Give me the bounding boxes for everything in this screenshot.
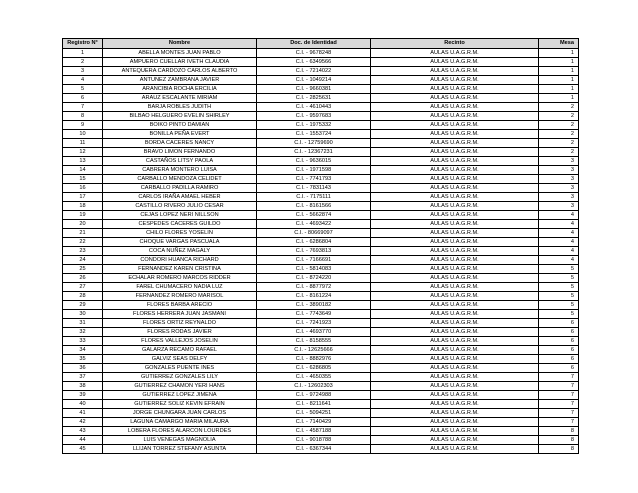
cell-doc: C.I. - 8161566 — [257, 202, 371, 211]
table-row — [63, 130, 579, 139]
cell-mesa: 6 — [539, 355, 579, 364]
cell-registro: 17 — [63, 193, 103, 202]
cell-nombre: GUTIERREZ CHAMON YERI HANS — [103, 382, 257, 391]
cell-registro: 14 — [63, 166, 103, 175]
cell-mesa: 4 — [539, 220, 579, 229]
cell-mesa: 1 — [539, 76, 579, 85]
cell-doc: C.I. - 7241923 — [257, 319, 371, 328]
cell-mesa: 5 — [539, 301, 579, 310]
cell-doc: C.I. - 6367344 — [257, 445, 371, 454]
cell-nombre: GALARZA RECAMO RAFAEL — [103, 346, 257, 355]
cell-nombre: ANTUNEZ ZAMBRANA JAVIER — [103, 76, 257, 85]
table-row — [63, 247, 579, 256]
cell-recinto: AULAS U.A.G.R.M. — [371, 157, 539, 166]
cell-registro: 15 — [63, 175, 103, 184]
cell-nombre: FLORES BARBA ARECIO — [103, 301, 257, 310]
cell-recinto: AULAS U.A.G.R.M. — [371, 427, 539, 436]
cell-registro: 31 — [63, 319, 103, 328]
table-row — [63, 229, 579, 238]
cell-registro: 26 — [63, 274, 103, 283]
cell-recinto: AULAS U.A.G.R.M. — [371, 436, 539, 445]
cell-recinto: AULAS U.A.G.R.M. — [371, 409, 539, 418]
cell-mesa: 5 — [539, 274, 579, 283]
cell-doc: C.I. - 8882976 — [257, 355, 371, 364]
cell-mesa: 2 — [539, 148, 579, 157]
cell-doc: C.I. - 4693770 — [257, 328, 371, 337]
table-row — [63, 184, 579, 193]
cell-recinto: AULAS U.A.G.R.M. — [371, 58, 539, 67]
cell-recinto: AULAS U.A.G.R.M. — [371, 112, 539, 121]
table-row — [63, 211, 579, 220]
cell-mesa: 8 — [539, 436, 579, 445]
cell-recinto: AULAS U.A.G.R.M. — [371, 256, 539, 265]
table-row — [63, 49, 579, 58]
table-row — [63, 112, 579, 121]
table-row — [63, 166, 579, 175]
cell-doc: C.I. - 6349566 — [257, 58, 371, 67]
cell-doc: C.I. - 9724988 — [257, 391, 371, 400]
cell-recinto: AULAS U.A.G.R.M. — [371, 103, 539, 112]
cell-nombre: FLORES VALLEJOS JOSELIN — [103, 337, 257, 346]
cell-mesa: 5 — [539, 292, 579, 301]
cell-registro: 1 — [63, 49, 103, 58]
cell-registro: 25 — [63, 265, 103, 274]
cell-mesa: 3 — [539, 166, 579, 175]
cell-mesa: 7 — [539, 400, 579, 409]
cell-doc: C.I. - 7741793 — [257, 175, 371, 184]
cell-registro: 24 — [63, 256, 103, 265]
cell-registro: 39 — [63, 391, 103, 400]
cell-nombre: COCA NUÑEZ MAGALY — [103, 247, 257, 256]
cell-doc: C.I. - 80669097 — [257, 229, 371, 238]
cell-mesa: 6 — [539, 319, 579, 328]
cell-registro: 19 — [63, 211, 103, 220]
cell-mesa: 2 — [539, 103, 579, 112]
cell-mesa: 6 — [539, 328, 579, 337]
cell-mesa: 8 — [539, 427, 579, 436]
table-row — [63, 58, 579, 67]
table-row — [63, 391, 579, 400]
cell-registro: 37 — [63, 373, 103, 382]
cell-doc: C.I. - 5094251 — [257, 409, 371, 418]
cell-recinto: AULAS U.A.G.R.M. — [371, 121, 539, 130]
cell-doc: C.I. - 1553724 — [257, 130, 371, 139]
cell-doc: C.I. - 2825631 — [257, 94, 371, 103]
cell-mesa: 4 — [539, 238, 579, 247]
cell-registro: 3 — [63, 67, 103, 76]
cell-doc: C.I. - 8161224 — [257, 292, 371, 301]
cell-recinto: AULAS U.A.G.R.M. — [371, 337, 539, 346]
cell-doc: C.I. - 1049214 — [257, 76, 371, 85]
cell-recinto: AULAS U.A.G.R.M. — [371, 319, 539, 328]
table-row — [63, 364, 579, 373]
cell-registro: 41 — [63, 409, 103, 418]
cell-mesa: 4 — [539, 256, 579, 265]
cell-nombre: AMPUERO CUELLAR IVETH CLAUDIA — [103, 58, 257, 67]
cell-mesa: 7 — [539, 391, 579, 400]
cell-recinto: AULAS U.A.G.R.M. — [371, 292, 539, 301]
table-body — [63, 49, 579, 454]
cell-mesa: 1 — [539, 67, 579, 76]
cell-recinto: AULAS U.A.G.R.M. — [371, 247, 539, 256]
table-row — [63, 301, 579, 310]
cell-doc: C.I. - 9636015 — [257, 157, 371, 166]
cell-nombre: BRAVO LIMON FERNANDO — [103, 148, 257, 157]
document-page — [62, 38, 578, 454]
cell-doc: C.I. - 7214022 — [257, 67, 371, 76]
cell-registro: 20 — [63, 220, 103, 229]
cell-recinto: AULAS U.A.G.R.M. — [371, 400, 539, 409]
cell-nombre: LLIJAN TORREZ STEFANY ASUNTA — [103, 445, 257, 454]
cell-registro: 22 — [63, 238, 103, 247]
cell-doc: C.I. - 9660381 — [257, 85, 371, 94]
cell-recinto: AULAS U.A.G.R.M. — [371, 229, 539, 238]
cell-recinto: AULAS U.A.G.R.M. — [371, 139, 539, 148]
cell-recinto: AULAS U.A.G.R.M. — [371, 283, 539, 292]
table-row — [63, 67, 579, 76]
cell-registro: 10 — [63, 130, 103, 139]
cell-recinto: AULAS U.A.G.R.M. — [371, 391, 539, 400]
cell-recinto: AULAS U.A.G.R.M. — [371, 166, 539, 175]
table-row — [63, 445, 579, 454]
cell-recinto: AULAS U.A.G.R.M. — [371, 211, 539, 220]
cell-doc: C.I. - 9018788 — [257, 436, 371, 445]
cell-registro: 34 — [63, 346, 103, 355]
cell-nombre: GUTIERREZ SOLIZ KEVIN EFRAIN — [103, 400, 257, 409]
cell-doc: C.I. - 7140429 — [257, 418, 371, 427]
cell-nombre: FERNANDEZ ROMERO MARISOL — [103, 292, 257, 301]
table-row — [63, 427, 579, 436]
cell-registro: 42 — [63, 418, 103, 427]
cell-nombre: GALVIZ SEAS DELFY — [103, 355, 257, 364]
table-row — [63, 373, 579, 382]
cell-nombre: ECHALAR ROMERO MARCOS RIDDER — [103, 274, 257, 283]
cell-recinto: AULAS U.A.G.R.M. — [371, 238, 539, 247]
cell-nombre: FAREL CHUMACERO NADIA LUZ — [103, 283, 257, 292]
cell-mesa: 4 — [539, 229, 579, 238]
cell-recinto: AULAS U.A.G.R.M. — [371, 202, 539, 211]
table-row — [63, 238, 579, 247]
cell-registro: 18 — [63, 202, 103, 211]
cell-mesa: 3 — [539, 193, 579, 202]
cell-registro: 8 — [63, 112, 103, 121]
header-registro: Registro N° — [63, 39, 103, 49]
cell-recinto: AULAS U.A.G.R.M. — [371, 148, 539, 157]
cell-doc: C.I. - 4693422 — [257, 220, 371, 229]
cell-registro: 29 — [63, 301, 103, 310]
cell-recinto: AULAS U.A.G.R.M. — [371, 301, 539, 310]
cell-doc: C.I. - 4650355 — [257, 373, 371, 382]
cell-doc: C.I. - 5814083 — [257, 265, 371, 274]
cell-registro: 28 — [63, 292, 103, 301]
header-recinto: Recinto — [371, 39, 539, 49]
cell-doc: C.I. - 12602303 — [257, 382, 371, 391]
cell-nombre: LUIS VENEGAS MAGNOLIA — [103, 436, 257, 445]
cell-doc: C.I. - 4587188 — [257, 427, 371, 436]
table-row — [63, 400, 579, 409]
table-row — [63, 382, 579, 391]
cell-registro: 30 — [63, 310, 103, 319]
table-row — [63, 418, 579, 427]
table-row — [63, 139, 579, 148]
cell-doc: C.I. - 12625666 — [257, 346, 371, 355]
table-row — [63, 265, 579, 274]
cell-mesa: 3 — [539, 202, 579, 211]
cell-mesa: 1 — [539, 58, 579, 67]
cell-recinto: AULAS U.A.G.R.M. — [371, 193, 539, 202]
table-row — [63, 256, 579, 265]
table-row — [63, 94, 579, 103]
cell-nombre: CASTAÑOS LITSY PAOLA — [103, 157, 257, 166]
cell-recinto: AULAS U.A.G.R.M. — [371, 49, 539, 58]
cell-recinto: AULAS U.A.G.R.M. — [371, 418, 539, 427]
cell-mesa: 6 — [539, 337, 579, 346]
cell-registro: 35 — [63, 355, 103, 364]
cell-registro: 43 — [63, 427, 103, 436]
cell-recinto: AULAS U.A.G.R.M. — [371, 373, 539, 382]
cell-mesa: 4 — [539, 247, 579, 256]
table-row — [63, 337, 579, 346]
cell-mesa: 1 — [539, 85, 579, 94]
cell-nombre: CHOQUE VARGAS PASCUALA — [103, 238, 257, 247]
cell-mesa: 8 — [539, 445, 579, 454]
voter-list-table — [62, 38, 579, 454]
cell-doc: C.I. - 6286805 — [257, 364, 371, 373]
cell-mesa: 5 — [539, 265, 579, 274]
table-header-row — [63, 39, 579, 49]
cell-nombre: ARANCIBIA ROCHA ERCILIA — [103, 85, 257, 94]
cell-mesa: 4 — [539, 211, 579, 220]
table-row — [63, 193, 579, 202]
cell-recinto: AULAS U.A.G.R.M. — [371, 382, 539, 391]
cell-registro: 9 — [63, 121, 103, 130]
header-mesa: Mesa — [539, 39, 579, 49]
cell-recinto: AULAS U.A.G.R.M. — [371, 355, 539, 364]
cell-doc: C.I. - 7693813 — [257, 247, 371, 256]
cell-nombre: JORGE CHUNGARA JUAN CARLOS — [103, 409, 257, 418]
cell-registro: 6 — [63, 94, 103, 103]
cell-registro: 12 — [63, 148, 103, 157]
cell-recinto: AULAS U.A.G.R.M. — [371, 130, 539, 139]
cell-registro: 4 — [63, 76, 103, 85]
table-row — [63, 121, 579, 130]
table-row — [63, 175, 579, 184]
table-row — [63, 85, 579, 94]
cell-recinto: AULAS U.A.G.R.M. — [371, 175, 539, 184]
cell-nombre: ABELLA MONTES JUAN PABLO — [103, 49, 257, 58]
table-row — [63, 220, 579, 229]
table-row — [63, 355, 579, 364]
cell-mesa: 7 — [539, 418, 579, 427]
cell-nombre: BOIKO PINTO DAMIAN — [103, 121, 257, 130]
cell-mesa: 7 — [539, 373, 579, 382]
cell-nombre: CARLOS IRAÑA AMAEL HEBER — [103, 193, 257, 202]
table-row — [63, 436, 579, 445]
cell-mesa: 7 — [539, 382, 579, 391]
cell-registro: 7 — [63, 103, 103, 112]
cell-doc: C.I. - 8724220 — [257, 274, 371, 283]
cell-mesa: 2 — [539, 130, 579, 139]
cell-doc: C.I. - 6286804 — [257, 238, 371, 247]
cell-registro: 45 — [63, 445, 103, 454]
cell-mesa: 2 — [539, 139, 579, 148]
cell-recinto: AULAS U.A.G.R.M. — [371, 67, 539, 76]
cell-recinto: AULAS U.A.G.R.M. — [371, 310, 539, 319]
cell-doc: C.I. - 7166691 — [257, 256, 371, 265]
cell-recinto: AULAS U.A.G.R.M. — [371, 184, 539, 193]
cell-nombre: ARAUZ ESCALANTE MIRIAM — [103, 94, 257, 103]
cell-registro: 32 — [63, 328, 103, 337]
cell-mesa: 1 — [539, 49, 579, 58]
table-row — [63, 409, 579, 418]
cell-mesa: 2 — [539, 121, 579, 130]
cell-registro: 13 — [63, 157, 103, 166]
table-row — [63, 148, 579, 157]
cell-registro: 38 — [63, 382, 103, 391]
cell-doc: C.I. - 7831143 — [257, 184, 371, 193]
cell-mesa: 7 — [539, 409, 579, 418]
cell-doc: C.I. - 5662874 — [257, 211, 371, 220]
cell-doc: C.I. - 8211641 — [257, 400, 371, 409]
cell-registro: 44 — [63, 436, 103, 445]
cell-doc: C.I. - 8158555 — [257, 337, 371, 346]
cell-mesa: 6 — [539, 346, 579, 355]
cell-registro: 16 — [63, 184, 103, 193]
cell-doc: C.I. - 9678248 — [257, 49, 371, 58]
cell-recinto: AULAS U.A.G.R.M. — [371, 364, 539, 373]
table-row — [63, 283, 579, 292]
cell-nombre: CHILO FLORES YOSELIN — [103, 229, 257, 238]
cell-nombre: GUTIERREZ LOPEZ JIMENA — [103, 391, 257, 400]
table-row — [63, 103, 579, 112]
cell-nombre: CEJAS LOPEZ NERI NILLSON — [103, 211, 257, 220]
cell-nombre: FLORES ORTIZ REYNALDO — [103, 319, 257, 328]
cell-doc: C.I. - 3890182 — [257, 301, 371, 310]
header-nombre: Nombre — [103, 39, 257, 49]
cell-doc: C.I. - 12759690 — [257, 139, 371, 148]
cell-doc: C.I. - 7175111 — [257, 193, 371, 202]
cell-nombre: CESPEDES CACERES GUILDO — [103, 220, 257, 229]
cell-mesa: 2 — [539, 112, 579, 121]
cell-nombre: CASTILLO RIVERO JULIO CESAR — [103, 202, 257, 211]
cell-nombre: BILBAO HELGUERO EVELIN SHIRLEY — [103, 112, 257, 121]
cell-recinto: AULAS U.A.G.R.M. — [371, 274, 539, 283]
cell-doc: C.I. - 12367231 — [257, 148, 371, 157]
table-row — [63, 319, 579, 328]
cell-nombre: BARJA ROBLES JUDITH — [103, 103, 257, 112]
cell-nombre: BORDA CACERES NANCY — [103, 139, 257, 148]
cell-mesa: 6 — [539, 364, 579, 373]
cell-nombre: CONDORI HUANCA RICHARD — [103, 256, 257, 265]
cell-nombre: BONILLA PEÑA EVERT — [103, 130, 257, 139]
cell-recinto: AULAS U.A.G.R.M. — [371, 220, 539, 229]
cell-mesa: 3 — [539, 175, 579, 184]
table-row — [63, 292, 579, 301]
table-row — [63, 310, 579, 319]
cell-mesa: 5 — [539, 310, 579, 319]
cell-recinto: AULAS U.A.G.R.M. — [371, 445, 539, 454]
table-row — [63, 346, 579, 355]
cell-doc: C.I. - 4610443 — [257, 103, 371, 112]
cell-registro: 11 — [63, 139, 103, 148]
cell-mesa: 3 — [539, 184, 579, 193]
cell-recinto: AULAS U.A.G.R.M. — [371, 94, 539, 103]
cell-registro: 5 — [63, 85, 103, 94]
table-row — [63, 202, 579, 211]
cell-registro: 2 — [63, 58, 103, 67]
cell-nombre: FLORES RODAS JAVIER — [103, 328, 257, 337]
cell-recinto: AULAS U.A.G.R.M. — [371, 265, 539, 274]
table-row — [63, 328, 579, 337]
cell-recinto: AULAS U.A.G.R.M. — [371, 85, 539, 94]
cell-recinto: AULAS U.A.G.R.M. — [371, 328, 539, 337]
cell-registro: 23 — [63, 247, 103, 256]
cell-nombre: FERNANDEZ KAREN CRISTINA — [103, 265, 257, 274]
cell-nombre: CARBALLO MENDOZA CELIDET — [103, 175, 257, 184]
cell-nombre: CARBALLO PADILLA RAMIRO — [103, 184, 257, 193]
cell-doc: C.I. - 8877972 — [257, 283, 371, 292]
header-doc: Doc. de Identidad — [257, 39, 371, 49]
cell-registro: 21 — [63, 229, 103, 238]
table-row — [63, 157, 579, 166]
cell-mesa: 1 — [539, 94, 579, 103]
cell-doc: C.I. - 7743649 — [257, 310, 371, 319]
cell-doc: C.I. - 1975332 — [257, 121, 371, 130]
cell-nombre: CABRERA MONTERO LUISA — [103, 166, 257, 175]
cell-recinto: AULAS U.A.G.R.M. — [371, 346, 539, 355]
cell-registro: 33 — [63, 337, 103, 346]
cell-registro: 40 — [63, 400, 103, 409]
table-row — [63, 76, 579, 85]
cell-nombre: ANTEQUERA CARDOZO CARLOS ALBERTO — [103, 67, 257, 76]
cell-mesa: 5 — [539, 283, 579, 292]
cell-mesa: 3 — [539, 157, 579, 166]
cell-recinto: AULAS U.A.G.R.M. — [371, 76, 539, 85]
cell-nombre: FLORES HERRERA JUAN JASMANI — [103, 310, 257, 319]
cell-doc: C.I. - 9597683 — [257, 112, 371, 121]
cell-nombre: GUTIERREZ GONZALES LILY — [103, 373, 257, 382]
cell-registro: 36 — [63, 364, 103, 373]
cell-nombre: LAGUNA CAMARGO MARIA MILAURA — [103, 418, 257, 427]
cell-nombre: LOBERA FLORES ALARCON LOURDES — [103, 427, 257, 436]
cell-registro: 27 — [63, 283, 103, 292]
table-row — [63, 274, 579, 283]
cell-doc: C.I. - 1971598 — [257, 166, 371, 175]
cell-nombre: GONZALES PUENTE INES — [103, 364, 257, 373]
